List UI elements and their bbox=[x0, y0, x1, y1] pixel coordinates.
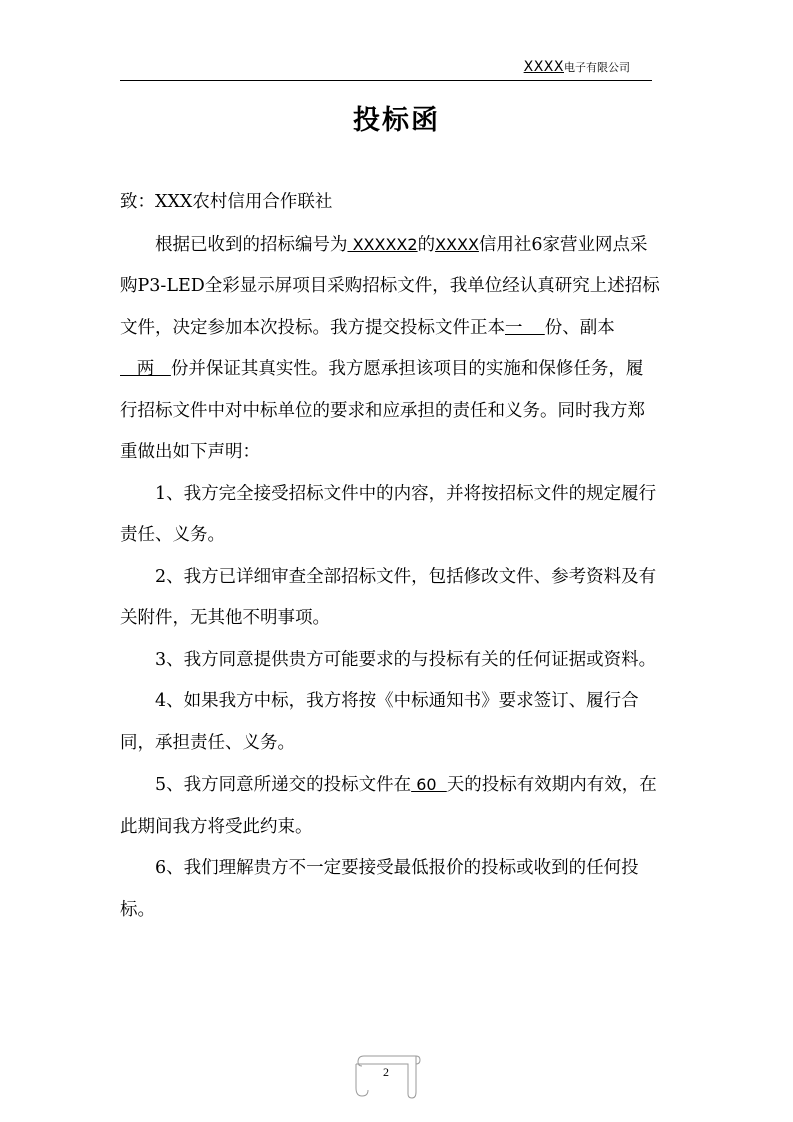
intro-text-2: 的 bbox=[417, 234, 436, 255]
intro-text-5: 份并保证其真实性。我方愿承担该项目的实施和保修任务，履行招标文件中对中标单位的要求和应承担的责任和义务。同时我方郑重做出如下声明： bbox=[120, 359, 645, 462]
company-brand: XXXX bbox=[523, 59, 564, 75]
page-footer bbox=[350, 1048, 422, 1100]
intro-text-4: 份、副本 bbox=[544, 317, 615, 338]
declaration-4: 4、如果我方中标，我方将按《中标通知书》要求签订、履行合同，承担责任、义务。 bbox=[120, 691, 639, 753]
document-title: 投标函 bbox=[353, 105, 440, 136]
document-body bbox=[120, 182, 660, 931]
page-number: 2 bbox=[383, 1065, 389, 1079]
declaration-1: 1、我方完全接受招标文件中的内容，并将按招标文件的规定履行责任、义务。 bbox=[120, 483, 657, 545]
salutation: 致：XXX农村信用合作联社 bbox=[120, 192, 333, 212]
validity-days: 60 bbox=[411, 775, 447, 794]
page-header bbox=[120, 56, 652, 81]
declaration-5-text-b: 天的投标有效期内有效，在此期间我方将受此约束。 bbox=[120, 775, 657, 837]
company-name bbox=[524, 59, 630, 75]
copy-count: 两 bbox=[120, 359, 171, 379]
declaration-5-text-a: 5、我方同意所递交的投标文件在 bbox=[155, 775, 412, 795]
intro-paragraph bbox=[120, 224, 660, 474]
coop-name: XXXX bbox=[435, 234, 479, 254]
bid-number: XXXXX2 bbox=[347, 234, 418, 254]
intro-text-3: 信用社6家营业网点采购P3-LED全彩显示屏项目采购招标文件，我单位经认真研究上述招标文件，决定参加本次投标。我方提交投标文件正本 bbox=[120, 234, 660, 338]
original-count: 一 bbox=[505, 317, 545, 338]
declaration-5 bbox=[120, 764, 660, 848]
declaration-6: 6、我们理解贵方不一定要接受最低报价的投标或收到的任何投标。 bbox=[120, 858, 639, 920]
declaration-2: 2、我方已详细审查全部招标文件，包括修改文件、参考资料及有关附件，无其他不明事项。 bbox=[120, 566, 657, 628]
intro-text-1: 根据已收到的招标编号为 bbox=[155, 234, 348, 255]
company-suffix: 电子有限公司 bbox=[564, 61, 630, 74]
declaration-3: 3、我方同意提供贵方可能要求的与投标有关的任何证据或资料。 bbox=[155, 649, 657, 670]
